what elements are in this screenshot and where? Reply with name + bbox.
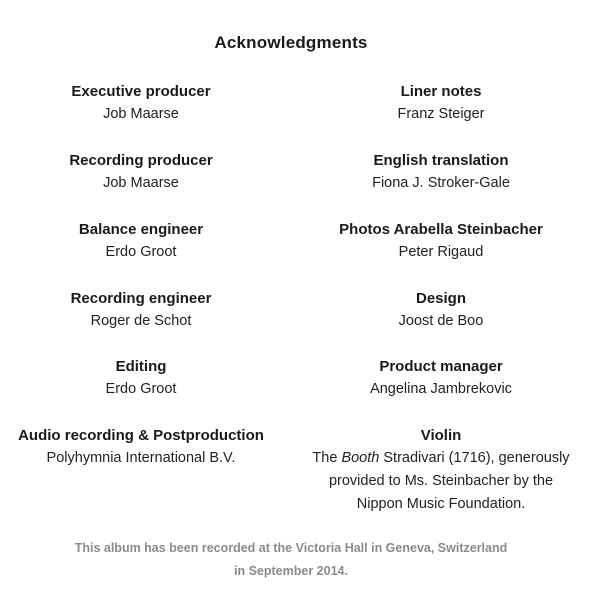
credit-name: Roger de Schot <box>90 313 192 329</box>
violin-text-rest: Stradivari (1716), generously <box>379 450 570 466</box>
violin-description-line-2: provided to Ms. Steinbacher by the <box>328 473 554 489</box>
credit-role: Editing <box>115 358 167 375</box>
credit-entry-english-translation <box>300 149 582 195</box>
credit-role: Photos Arabella Steinbacher <box>339 221 543 238</box>
credit-role: Violin <box>420 427 462 444</box>
credit-name: Erdo Groot <box>105 381 177 397</box>
credit-name: Peter Rigaud <box>398 244 484 260</box>
credit-entry-audio-recording <box>0 424 282 470</box>
credit-role: Executive producer <box>71 83 211 100</box>
violin-text-prefix: The <box>312 450 342 466</box>
credit-name: Angelina Jambrekovic <box>370 381 512 397</box>
recording-note <box>0 537 582 583</box>
credit-entry-liner-notes <box>300 80 582 126</box>
credit-entry-violin <box>300 424 582 516</box>
violin-text-italic: Booth <box>341 450 380 466</box>
credit-name: Erdo Groot <box>105 244 177 260</box>
credit-entry-recording-engineer <box>0 287 282 333</box>
credit-role: English translation <box>373 152 509 169</box>
credit-name: Franz Steiger <box>397 106 485 122</box>
credit-role: Recording engineer <box>70 290 212 307</box>
credit-role: Product manager <box>379 358 503 375</box>
credit-role: Design <box>415 290 466 307</box>
violin-description-line-1 <box>300 447 582 470</box>
credit-name: Joost de Boo <box>398 313 484 329</box>
credit-role: Audio recording & Postproduction <box>18 427 264 444</box>
credit-entry-photos <box>300 218 582 264</box>
recording-note-line-1: This album has been recorded at the Victoria Hall in Geneva, Switzerland <box>74 541 508 555</box>
credit-entry-executive-producer <box>0 80 282 126</box>
credit-name: Fiona J. Stroker-Gale <box>372 175 510 191</box>
credit-role: Recording producer <box>69 152 213 169</box>
violin-description-line-3: Nippon Music Foundation. <box>356 496 526 512</box>
page-title: Acknowledgments <box>214 33 368 52</box>
credit-role: Balance engineer <box>78 221 204 238</box>
credit-role: Liner notes <box>400 83 482 100</box>
credit-name: Polyhymnia International B.V. <box>46 450 236 466</box>
recording-note-line-2: in September 2014. <box>234 564 348 578</box>
credit-name: Job Maarse <box>103 175 179 191</box>
credit-name: Job Maarse <box>103 106 179 122</box>
credit-entry-editing <box>0 355 282 401</box>
credit-entry-design <box>300 287 582 333</box>
credit-entry-product-manager <box>300 355 582 401</box>
credit-entry-balance-engineer <box>0 218 282 264</box>
credit-entry-recording-producer <box>0 149 282 195</box>
